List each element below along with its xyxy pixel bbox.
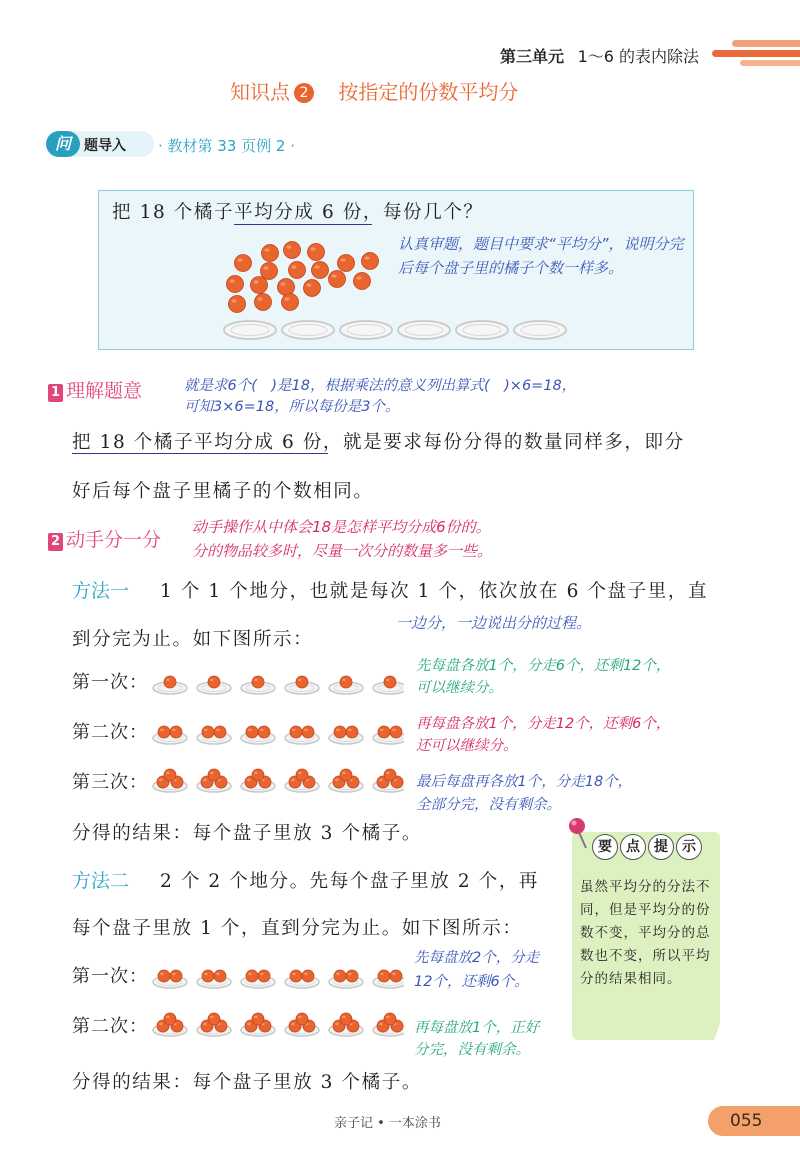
orange-icon	[302, 726, 314, 738]
kp-title: 按指定的份数平均分	[338, 80, 519, 104]
method1-row3-note2: 全部分完，没有剩余。	[416, 797, 561, 813]
method2-row1-note1: 先每盘放2个，分走	[414, 950, 540, 966]
empty-plate-icon	[398, 321, 450, 339]
intro-badge	[46, 131, 154, 157]
orange-icon	[296, 1013, 308, 1025]
section1-underline	[72, 453, 328, 454]
orange-icon	[261, 263, 278, 280]
orange-icon	[340, 676, 352, 688]
orange-icon	[246, 726, 258, 738]
empty-plate-icon	[514, 321, 566, 339]
orange-icon	[390, 726, 402, 738]
tip-text: 虽然平均分的分法不同，但是平均分的份数不变，平均分的总数也不变，所以平均分的结果相同。	[580, 879, 711, 987]
orange-icon	[384, 1013, 396, 1025]
orange-icon	[208, 769, 220, 781]
orange-icon	[340, 769, 352, 781]
method1-row1-note1: 先每盘各放1个，分走6个，还剩12个，	[416, 658, 671, 674]
method2-row2-note2: 分完，没有剩余。	[414, 1042, 530, 1058]
orange-icon	[312, 262, 329, 279]
section2-note-line2: 分的物品较多时，尽量一次分的数量多一些。	[192, 542, 493, 560]
orange-icon	[346, 970, 358, 982]
problem-note: 认真审题，题目中要求“平均分”，说明分完后每个盘子里的橘子个数一样多。	[398, 235, 684, 277]
orange-icon	[290, 726, 302, 738]
method2-row2-label: 第二次：	[72, 1016, 148, 1037]
orange-icon	[290, 970, 302, 982]
orange-pile	[220, 240, 390, 320]
pin-icon	[566, 816, 592, 854]
method1-side-note: 一边分，一边说出分的过程。	[396, 614, 592, 632]
unit-label: 第三单元	[500, 47, 565, 66]
empty-plate-icon	[224, 321, 276, 339]
orange-icon	[214, 726, 226, 738]
orange-icon	[202, 970, 214, 982]
problem-question: 把 18 个橘子平均分成 6 份，每份几个？	[112, 202, 484, 223]
method1-line1: 1 个 1 个地分，也就是每次 1 个，依次放在 6 个盘子里，直	[160, 581, 709, 602]
orange-icon	[208, 676, 220, 688]
orange-icon	[258, 970, 270, 982]
empty-plates-row	[220, 318, 600, 342]
method1-row3-label: 第三次：	[72, 772, 148, 793]
orange-icon	[334, 726, 346, 738]
orange-icon	[214, 970, 226, 982]
orange-icon	[170, 726, 182, 738]
footer-publisher: 亲子记 • 一本涂书	[334, 1116, 441, 1131]
empty-plate-icon	[282, 321, 334, 339]
method1-row1-note2: 可以继续分。	[416, 680, 503, 696]
knowledge-point-title	[230, 76, 518, 105]
method2-line1: 2 个 2 个地分。先每个盘子里放 2 个，再	[160, 871, 540, 892]
orange-icon	[202, 726, 214, 738]
section2-note-line1: 动手操作从中体会18是怎样平均分成6份的。	[192, 518, 491, 536]
orange-icon	[378, 970, 390, 982]
orange-icon	[296, 769, 308, 781]
orange-icon	[334, 970, 346, 982]
intro-badge-label: 题导入	[84, 138, 126, 154]
intro-source: · 教材第 33 页例 2 ·	[158, 137, 296, 155]
method2-row2-plates	[148, 1008, 404, 1044]
method2-line2: 每个盘子里放 1 个，直到分完为止。如下图所示：	[72, 918, 523, 939]
orange-icon	[170, 970, 182, 982]
method2-row1-label: 第一次：	[72, 966, 148, 987]
method1-row3-note1: 最后每盘再各放1个，分走18个，	[416, 774, 633, 790]
orange-icon	[284, 242, 301, 259]
section1-note-line1: 就是求6个( )是18，根据乘法的意义列出算式( )×6=18，	[184, 378, 577, 394]
method1-row2-plates	[148, 716, 404, 750]
unit-topic: 1～6 的表内除法	[577, 47, 700, 66]
method1-result: 分得的结果：每个盘子里放 3 个橘子。	[72, 823, 422, 844]
empty-plates-svg	[220, 318, 600, 342]
section1-heading	[48, 376, 142, 403]
orange-icon	[302, 970, 314, 982]
section2-number: 2	[48, 533, 63, 551]
orange-icon	[390, 970, 402, 982]
orange-icon	[354, 273, 371, 290]
tip-char-4: 示	[676, 834, 702, 860]
orange-icon	[158, 970, 170, 982]
orange-icon	[246, 970, 258, 982]
orange-icon	[304, 280, 321, 297]
tip-title	[592, 834, 702, 860]
orange-icon	[229, 296, 246, 313]
orange-icon	[262, 245, 279, 262]
tip-char-1: 要	[592, 834, 618, 860]
orange-icon	[384, 676, 396, 688]
orange-pile-svg	[220, 240, 390, 320]
orange-icon	[255, 294, 272, 311]
tip-char-2: 点	[620, 834, 646, 860]
method1-row2-label: 第二次：	[72, 722, 148, 743]
orange-icon	[308, 244, 325, 261]
orange-icon	[235, 255, 252, 272]
orange-icon	[278, 279, 295, 296]
empty-plate-icon	[456, 321, 508, 339]
method1-line2: 到分完为止。如下图所示：	[72, 629, 314, 650]
method2-label: 方法二	[72, 870, 130, 892]
section2-title: 动手分一分	[66, 529, 162, 551]
orange-icon	[164, 676, 176, 688]
method1-row1-plates	[148, 666, 404, 700]
method2-row2-note1: 再每盘放1个，正好	[414, 1020, 540, 1036]
orange-icon	[378, 726, 390, 738]
method1-row3-plates	[148, 764, 404, 800]
orange-icon	[340, 1013, 352, 1025]
page-number: 055	[708, 1106, 800, 1136]
orange-icon	[158, 726, 170, 738]
orange-icon	[296, 676, 308, 688]
kp-number: 2	[294, 83, 314, 103]
tip-char-3: 提	[648, 834, 674, 860]
orange-icon	[227, 276, 244, 293]
section1-text-line2: 好后每个盘子里橘子的个数相同。	[72, 481, 374, 502]
method1-label: 方法一	[72, 580, 130, 602]
header-stripes	[700, 38, 800, 68]
orange-icon	[252, 1013, 264, 1025]
orange-icon	[338, 255, 355, 272]
orange-icon	[164, 1013, 176, 1025]
orange-icon	[258, 726, 270, 738]
section1-text-line1: 把 18 个橘子平均分成 6 份，就是要求每份分得的数量同样多，即分	[72, 432, 685, 453]
method2-result: 分得的结果：每个盘子里放 3 个橘子。	[72, 1072, 422, 1093]
section1-title: 理解题意	[66, 380, 143, 402]
orange-icon	[164, 769, 176, 781]
orange-icon	[289, 262, 306, 279]
method1-row2-note2: 还可以继续分。	[416, 738, 518, 754]
orange-icon	[329, 271, 346, 288]
orange-icon	[282, 294, 299, 311]
section1-note-line2: 可知3×6=18，所以每份是3个。	[184, 399, 400, 415]
orange-icon	[208, 1013, 220, 1025]
orange-icon	[384, 769, 396, 781]
orange-icon	[252, 769, 264, 781]
method1-row2-note1: 再每盘各放1个，分走12个，还剩6个，	[416, 716, 671, 732]
section1-number: 1	[48, 384, 63, 402]
question-underline	[234, 224, 372, 225]
orange-icon	[251, 277, 268, 294]
method2-row1-plates	[148, 960, 404, 994]
section2-heading	[48, 525, 161, 552]
empty-plate-icon	[340, 321, 392, 339]
kp-prefix: 知识点	[230, 80, 290, 104]
method1-row1-label: 第一次：	[72, 672, 148, 693]
intro-badge-icon: 问	[46, 131, 80, 157]
orange-icon	[252, 676, 264, 688]
orange-icon	[346, 726, 358, 738]
method2-row1-note2: 12个，还剩6个。	[414, 974, 529, 990]
unit-title	[500, 44, 699, 67]
orange-icon	[362, 253, 379, 270]
